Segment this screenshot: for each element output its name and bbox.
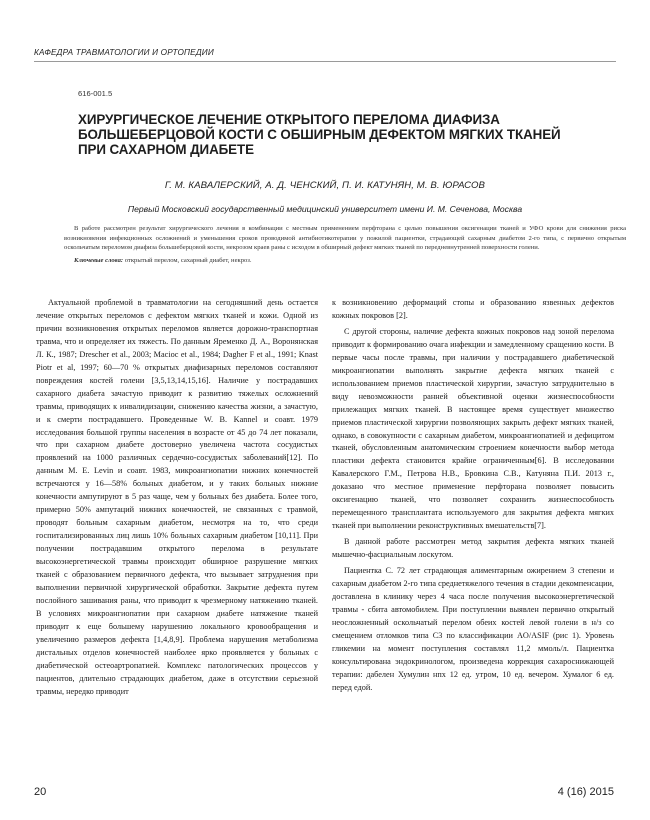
keywords-label: Ключевые слова: [74, 256, 124, 264]
body-column-left [36, 297, 318, 699]
body-paragraph: Пациентка С. 72 лет страдающая алиментарным ожирением 3 степени и сахарным диабетом 2-го типа среднетяжелого течения в стадии декомпенсации, доставлена в клинику через 4 часа после получения высокоэнергетической травмы - сбита автомобилем. При поступлении выявлен первично открытый неосложненный оскольчатый перелом обеих костей левой голени в н/з со смещением отломков типа C3 по классификации AO/ASIF (рис 1). Уровень гликемии на момент поступления составлял 11,2 ммоль/л. Пациентка консультирована эндокринологом, произведена коррекция сахароснижающей терапии: дабелен Хумулин нпх 12 ед. утром, 10 ед. вечером. Хумалог 6 ед. перед едой. [332, 566, 614, 692]
running-title: КАФЕДРА ТРАВМАТОЛОГИИ И ОРТОПЕДИИ [34, 48, 214, 57]
title-line-3: ПРИ САХАРНОМ ДИАБЕТЕ [78, 142, 254, 158]
body-paragraph: С другой стороны, наличие дефекта кожных покровов над зоной перелома приводит к формированию очага инфекции и замедленному сращению кости. В первые часы после травмы, при наличии у пострадавшего диабетической микроангиопатии выполнять закрытие дефекта мягких тканей с использованием приемов пластической хирургии, зачастую затруднительно в виду невозможности ранней объективной оценки жизнеспособности прилежащих мягких тканей. В настоящее время существует множество приемов пластической хирургии позволяющих закрыть дефект мягких тканей, однако, в совокупности с сахарным диабетом, микроангиопатией и дефицитом тканей, обусловленным анатомическим строением конечности выбор метода пластики дефекта становится крайне ограниченным[6]. В исследовании Кавалерского Г.М., Петрова Н.В., Бровкина С.В., Катуняна П.И. 2013 г., доказано что местное применение перфторана позволяет повысить оксигенацию тканей, что позволяет сохранить жизнеспособность перемещенного трансплантата используемого для закрытия дефекта мягких тканей при выполнении реконструктивных вмешательств[7]. [332, 326, 614, 531]
body-column-right [332, 297, 614, 695]
body-paragraph: Актуальной проблемой в травматологии на сегодняшний день остается лечение открытых переломов с дефектом мягких тканей и кожи. Одной из причин возникновения открытых переломов является дорожно-транспортная травма, что и определяет их тяжесть. По данным Яременко Д. А., Воронянская Л. К., 1987; Drescher et al., 2003; Macioc et al., 1984; Dagher F et al., 1991; Knast Piotr et al, 1997; 60—70 % открытых диафизарных переломов составляют повреждения костей голени [3,5,13,14,15,16]. Наличие у пострадавших сахарного диабета зачастую приводит к развитию тяжелых осложнений травмы, приводящих к инвалидизации, снижению качества жизни, а зачастую, и к смерти пострадавшего. Проведенные W. B. Kannel и соавт. 1979 исследования большой группы населения в возрасте от 45 до 74 лет показали, что при сахарном диабете достоверно увеличена частота сосудистых проявлений на 1000 различных сердечно-сосудистых заболеваний[12]. По данным M. E. Levin и соавт. 1983, микроангиопатии нижних конечностей встречаются у 16—58% больных диабетом, и у таких больных нижние конечности ампутируют в 5 раз чаще, чем у больных без диабета. Более того, примерно 50% ампутаций нижних конечностей, не связанных с травмой, проводят больным сахарным диабетом, несмотря на то, что среди госпитализированных лиц лишь 10% больных сахарным диабетом [10,11]. При получении пострадавшим открытого перелома в результате высокоэнергетической травмы происходит обширное разрушение мягких тканей с образованием первичного дефекта, что вызывает затруднения при выполнении первичной хирургической обработки. Закрытие дефекта путем послойного зашивания раны, что приводит к чрезмерному натяжению тканей. В условиях микроангиопатии при сахарном диабете натяжение тканей приводит к еще большему нарушению локального кровообращения и увеличению размеров дефекта [1,4,8,9]. Проблема нарушения метаболизма дистальных отделов конечностей наиболее ярко проявляется у больных с диабетической остеоартропатией. Комплекс патологических процессов у пациентов, длительно страдающих диабетом, даже в отсутствии серьезной травмы, нередко приводит [36, 298, 318, 696]
udc-code: 616-001.5 [78, 89, 113, 98]
keywords [64, 256, 626, 266]
affiliation: Первый Московский государственный медицинский университет имени И. М. Сеченова, Москва [127, 204, 523, 214]
body-paragraph: В данной работе рассмотрен метод закрытия дефекта мягких тканей мышечно-фасциальным лоскутом. [332, 537, 614, 560]
abstract-text: В работе рассмотрен результат хирургического лечения в комбинации с местным применением перфторана с целью повышения оксигенации тканей и УФО крови для снижения риска возникновения инфекционных осложнений и уменьшения сроков проводимой антибиотикотерапии у пожилой пациентки, страдающей сахарным диабетом 2-го типа, с первично открытым оскольчатым переломом диафиза большеберцовой кости, некрозом краев раны с исходом в обширный дефект мягких тканей по передневнутренней поверхности голени. [64, 225, 626, 252]
author-list: Г. М. КАВАЛЕРСКИЙ, А. Д. ЧЕНСКИЙ, П. И. КАТУНЯН, М. В. ЮРАСОВ [164, 180, 486, 191]
page-number: 20 [34, 786, 47, 798]
title-line-2: БОЛЬШЕБЕРЦОВОЙ КОСТИ С ОБШИРНЫМ ДЕФЕКТОМ МЯГКИХ ТКАНЕЙ [78, 127, 561, 143]
header-divider [34, 61, 616, 62]
body-paragraph: к возникновению деформаций стопы и образованию язвенных дефектов кожных покровов [2]. [332, 298, 614, 320]
keywords-text: открытый перелом, сахарный диабет, некроз. [123, 256, 252, 264]
issue-number: 4 (16) 2015 [557, 786, 614, 798]
abstract [64, 224, 626, 265]
title-line-1: ХИРУРГИЧЕСКОЕ ЛЕЧЕНИЕ ОТКРЫТОГО ПЕРЕЛОМА ДИАФИЗА [78, 112, 500, 127]
article-title [78, 112, 626, 158]
